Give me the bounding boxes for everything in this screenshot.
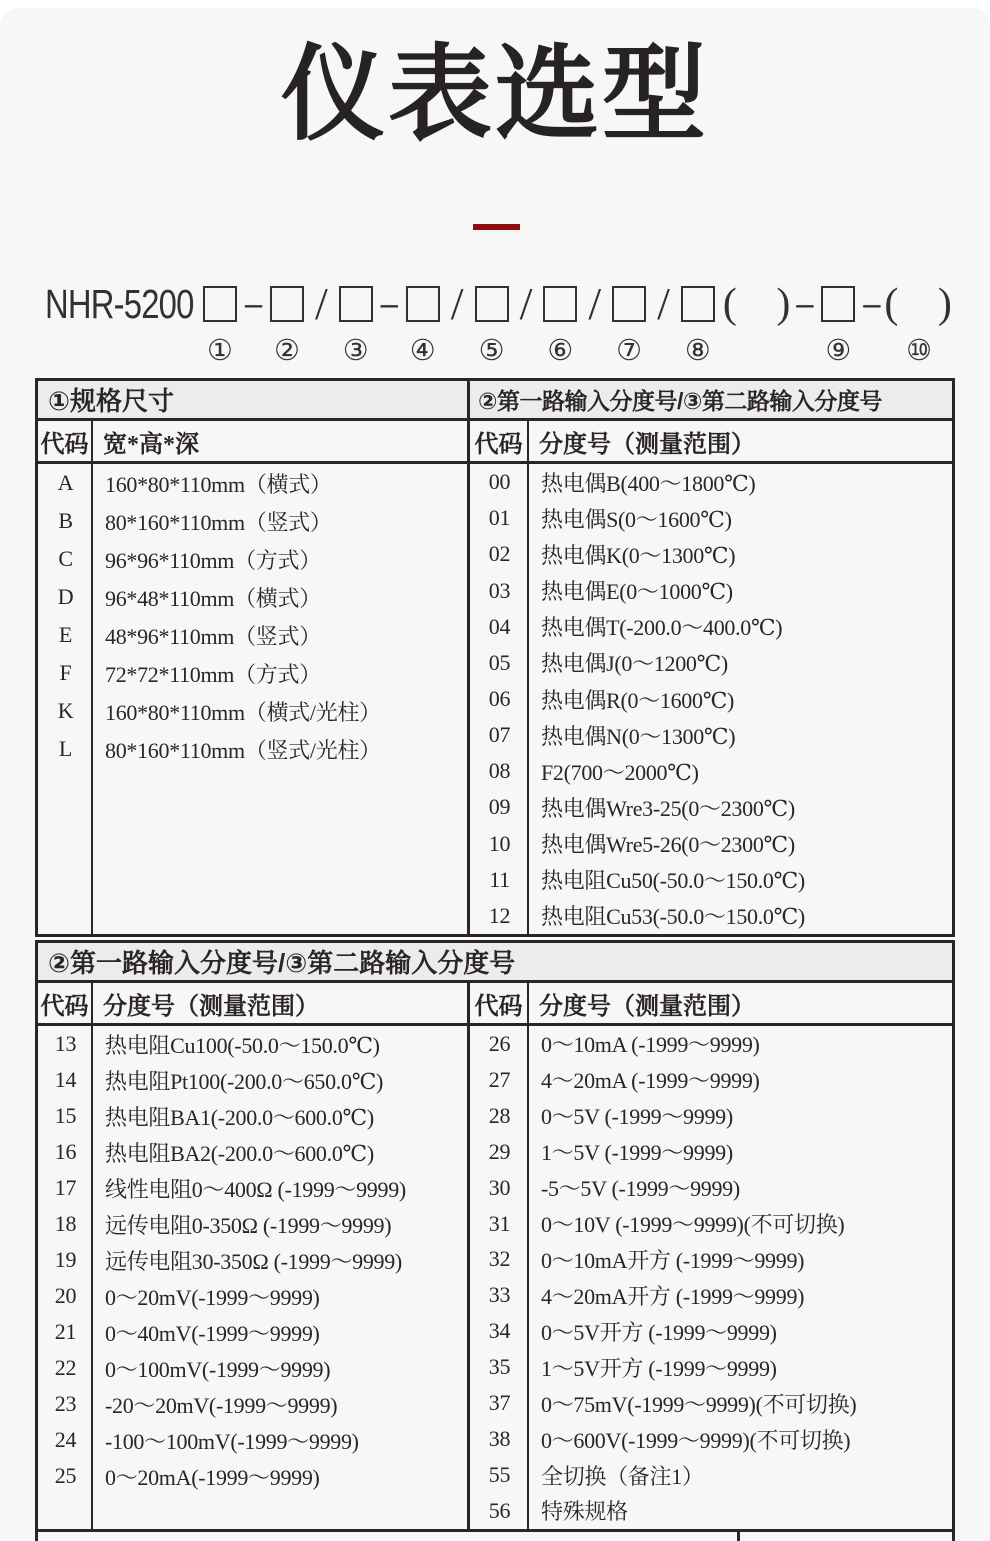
table-body xyxy=(38,983,952,1529)
model-code-box xyxy=(270,286,304,322)
model-position-number: ⑥ xyxy=(547,333,574,367)
row-value: 80*160*110mm（竖式） xyxy=(105,509,332,535)
row-code: 24 xyxy=(54,1427,77,1452)
input-range-right-half xyxy=(470,983,952,1529)
row-value: 全切换（备注1） xyxy=(541,1463,704,1489)
table-row xyxy=(470,464,952,500)
row-value: 热电偶N(0～1300℃) xyxy=(541,723,736,749)
model-code-slot xyxy=(606,282,652,365)
model-position-number: ⑩ xyxy=(906,333,933,367)
table-row xyxy=(38,1062,467,1098)
row-code: 13 xyxy=(54,1031,77,1056)
table-row xyxy=(470,1493,952,1529)
table-data-area xyxy=(38,1026,467,1529)
paren-glyph: ( ) xyxy=(884,281,954,327)
model-slot-top xyxy=(469,282,515,326)
input-range-table-00-12 xyxy=(470,381,952,934)
model-position-number: ⑦ xyxy=(616,333,643,367)
row-value: 热电阻BA1(-200.0～600.0℃) xyxy=(105,1104,374,1130)
model-separator xyxy=(379,282,400,326)
row-code: 37 xyxy=(488,1390,511,1416)
table-row xyxy=(38,730,467,768)
row-value: 4～20mA (-1999～9999) xyxy=(541,1068,760,1094)
row-code: K xyxy=(57,698,74,723)
row-code: 20 xyxy=(54,1283,77,1308)
column-header-row xyxy=(470,983,952,1026)
row-value: 1～5V (-1999～9999) xyxy=(541,1140,733,1166)
model-code-slot xyxy=(264,282,310,365)
row-value: 远传电阻30-350Ω (-1999～9999) xyxy=(105,1248,402,1274)
model-separator xyxy=(515,278,538,329)
table-row xyxy=(470,1313,952,1349)
row-value: 特殊规格 xyxy=(541,1499,628,1525)
table-row xyxy=(38,1458,467,1494)
dash-glyph: – xyxy=(245,285,262,322)
table-row xyxy=(470,1457,952,1493)
row-code: 34 xyxy=(488,1318,511,1344)
table-rows xyxy=(38,464,467,934)
row-value: 热电偶Wre5-26(0～2300℃) xyxy=(541,832,795,858)
row-value: 72*72*110mm（方式） xyxy=(105,661,321,687)
table-row xyxy=(470,1349,952,1385)
row-code: 19 xyxy=(54,1247,77,1272)
column-header-code: 代码 xyxy=(470,983,529,1023)
row-value: 热电阻Cu50(-50.0～150.0℃) xyxy=(541,868,805,894)
model-code-box xyxy=(612,286,646,322)
dash-glyph: – xyxy=(863,285,881,322)
model-position-number: ⑤ xyxy=(478,333,505,367)
row-value: 0～20mA(-1999～9999) xyxy=(105,1464,320,1490)
row-code: F xyxy=(59,660,72,685)
model-slot-top xyxy=(721,282,794,326)
model-code-slot xyxy=(675,282,721,365)
model-slot-top xyxy=(675,282,721,326)
model-slot-top xyxy=(583,278,606,329)
table-row xyxy=(470,1062,952,1098)
table-row xyxy=(38,1170,467,1206)
row-value: 热电偶B(400～1800℃) xyxy=(541,470,756,496)
table-row xyxy=(38,1206,467,1242)
model-code-box xyxy=(203,286,237,322)
model-slot-top xyxy=(882,282,955,326)
model-position-number: ③ xyxy=(342,333,369,367)
table-row xyxy=(470,862,952,898)
row-value: 热电偶Wre3-25(0～2300℃) xyxy=(541,795,795,821)
row-value: -5～5V (-1999～9999) xyxy=(541,1176,740,1202)
row-code: 11 xyxy=(489,866,510,892)
row-value: 热电偶T(-200.0～400.0℃) xyxy=(541,615,783,641)
row-value: 80*160*110mm（竖式/光柱） xyxy=(105,737,381,763)
cutoff-table-border-stub xyxy=(952,1532,955,1541)
table-row xyxy=(470,1134,952,1170)
input-range-table-13-56 xyxy=(35,940,955,1532)
row-code: 25 xyxy=(54,1463,77,1488)
row-value: 96*96*110mm（方式） xyxy=(105,547,321,573)
model-slot-top xyxy=(652,278,675,329)
table-rows xyxy=(38,1026,467,1529)
row-code: 00 xyxy=(488,469,511,495)
row-code: 09 xyxy=(488,794,511,820)
table-row xyxy=(470,1026,952,1062)
row-code: 29 xyxy=(488,1138,511,1164)
model-slot-top xyxy=(794,282,815,326)
column-header-row xyxy=(38,421,467,464)
spec-size-table xyxy=(38,381,470,934)
table-row xyxy=(470,536,952,572)
dash-glyph: – xyxy=(380,285,398,322)
model-code-box xyxy=(475,286,509,322)
table-row xyxy=(470,609,952,645)
row-code: 35 xyxy=(488,1354,511,1380)
row-code: A xyxy=(57,470,74,495)
row-code: 08 xyxy=(488,758,511,784)
model-position-number: ① xyxy=(207,333,233,367)
model-code-slot xyxy=(537,282,583,365)
model-code-box xyxy=(681,286,715,322)
model-code-slot xyxy=(815,282,861,365)
model-slot-top xyxy=(815,282,861,326)
row-code: 56 xyxy=(488,1497,511,1523)
model-slot-top xyxy=(400,282,446,326)
table-row xyxy=(470,789,952,825)
column-header-range: 分度号（测量范围） xyxy=(539,431,755,458)
row-code: 17 xyxy=(54,1175,77,1200)
row-value: 0～5V开方 (-1999～9999) xyxy=(541,1319,777,1345)
model-slot-top xyxy=(379,282,400,326)
row-code: 12 xyxy=(488,902,511,928)
table-row xyxy=(470,1170,952,1206)
row-code: 01 xyxy=(488,505,511,531)
model-separator xyxy=(243,282,264,326)
row-code: 33 xyxy=(488,1282,511,1308)
row-code: L xyxy=(58,736,73,761)
table-rows xyxy=(470,464,952,934)
row-code: E xyxy=(58,622,73,647)
table-data-area xyxy=(470,1026,952,1529)
slash-glyph: / xyxy=(588,278,602,329)
table-row xyxy=(38,1134,467,1170)
row-value: 热电阻Cu100(-50.0～150.0℃) xyxy=(105,1032,380,1058)
row-value: 线性电阻0～400Ω (-1999～9999) xyxy=(105,1176,406,1202)
row-value: 4～20mA开方 (-1999～9999) xyxy=(541,1283,805,1309)
row-code: 32 xyxy=(488,1246,511,1272)
row-code: D xyxy=(57,584,74,609)
row-value: 0～10V (-1999～9999)(不可切换) xyxy=(541,1212,845,1238)
model-separator xyxy=(861,282,882,326)
model-slots xyxy=(197,278,956,367)
model-separator xyxy=(882,282,955,365)
column-header-row xyxy=(38,983,467,1026)
slash-glyph: / xyxy=(519,278,533,329)
row-code: 30 xyxy=(488,1174,511,1200)
row-code: 26 xyxy=(488,1030,511,1056)
model-position-number: ② xyxy=(274,333,300,367)
table-row xyxy=(38,1386,467,1422)
row-code: 07 xyxy=(488,722,511,748)
table-row xyxy=(38,1350,467,1386)
model-separator xyxy=(794,282,815,326)
table-row xyxy=(38,502,467,540)
model-slot-top xyxy=(446,278,469,329)
model-number-line xyxy=(45,278,956,367)
row-value: 热电阻BA2(-200.0～600.0℃) xyxy=(105,1140,374,1166)
table-row xyxy=(470,826,952,862)
table-row xyxy=(470,1277,952,1313)
table-row xyxy=(470,717,952,753)
row-code: 05 xyxy=(488,649,511,675)
table-row xyxy=(470,572,952,608)
slash-glyph: / xyxy=(657,278,670,329)
spec-and-input-table xyxy=(35,378,955,937)
table-row xyxy=(38,1314,467,1350)
model-code-box xyxy=(821,286,855,322)
row-code: 18 xyxy=(54,1211,77,1236)
row-value: 远传电阻0-350Ω (-1999～9999) xyxy=(105,1212,392,1238)
row-code: 28 xyxy=(488,1102,511,1128)
model-separator xyxy=(721,282,794,326)
model-separator xyxy=(310,278,333,329)
row-code: 03 xyxy=(488,577,511,603)
row-value: -100～100mV(-1999～9999) xyxy=(105,1428,359,1454)
table-data-area xyxy=(38,464,467,934)
model-separator xyxy=(446,278,469,329)
column-header-code: 代码 xyxy=(38,421,93,461)
row-code: C xyxy=(58,546,73,571)
section-header-input-range: ②第一路输入分度号/③第二路输入分度号 xyxy=(38,943,952,983)
model-code-slot xyxy=(197,282,243,365)
model-prefix: NHR-5200 xyxy=(45,281,194,327)
row-code: 02 xyxy=(488,541,511,567)
row-value: 0～20mV(-1999～9999) xyxy=(105,1284,320,1310)
row-code: 22 xyxy=(54,1355,77,1380)
column-header-code: 代码 xyxy=(38,983,93,1023)
row-value: 热电偶E(0～1000℃) xyxy=(541,579,733,605)
row-value: 0～100mV(-1999～9999) xyxy=(105,1356,331,1382)
table-row xyxy=(38,540,467,578)
table-row xyxy=(38,578,467,616)
table-row xyxy=(38,464,467,502)
row-code: 23 xyxy=(54,1391,77,1416)
row-code: 38 xyxy=(488,1426,511,1452)
model-slot-top xyxy=(264,282,310,326)
row-value: 160*80*110mm（横式/光柱） xyxy=(105,699,381,725)
table-row xyxy=(470,681,952,717)
model-slot-top xyxy=(606,282,652,326)
column-header-code: 代码 xyxy=(470,421,529,461)
table-row xyxy=(38,1242,467,1278)
table-rows xyxy=(470,1026,952,1529)
model-code-slot xyxy=(333,282,379,365)
table-row xyxy=(470,898,952,934)
row-value: 96*48*110mm（横式） xyxy=(105,585,321,611)
column-header-row xyxy=(470,421,952,464)
table-row xyxy=(470,1098,952,1134)
row-value: 热电阻Pt100(-200.0～650.0℃) xyxy=(105,1068,384,1094)
row-code: 14 xyxy=(54,1067,77,1092)
row-value: 160*80*110mm（横式） xyxy=(105,471,332,497)
row-value: 热电偶R(0～1600℃) xyxy=(541,687,735,713)
row-code: 10 xyxy=(488,830,511,856)
model-code-box xyxy=(406,286,440,322)
row-code: 55 xyxy=(488,1462,511,1488)
dash-glyph: – xyxy=(796,285,814,322)
table-row xyxy=(38,1098,467,1134)
table-row xyxy=(470,500,952,536)
row-code: 27 xyxy=(488,1066,511,1092)
input-range-left-half xyxy=(38,983,470,1529)
row-value: 0～10mA开方 (-1999～9999) xyxy=(541,1247,805,1273)
model-code-slot xyxy=(400,282,446,365)
row-code: B xyxy=(58,508,73,533)
table-row xyxy=(470,645,952,681)
section-header-input-range: ②第一路输入分度号/③第二路输入分度号 xyxy=(470,381,952,421)
row-code: 06 xyxy=(488,686,511,712)
model-code-box xyxy=(543,286,577,322)
cutoff-table-border-stub xyxy=(737,1532,740,1541)
row-value: 0～10mA (-1999～9999) xyxy=(541,1032,760,1058)
page-title: 仪表选型 xyxy=(280,37,709,153)
row-code: 04 xyxy=(488,613,511,639)
row-code: 21 xyxy=(54,1319,77,1344)
model-slot-top xyxy=(310,278,333,329)
model-slot-top xyxy=(197,282,243,326)
row-value: 0～75mV(-1999～9999)(不可切换) xyxy=(541,1391,857,1417)
section-header-spec-size: ①规格尺寸 xyxy=(38,381,467,421)
cutoff-table-border-stub xyxy=(35,1532,38,1541)
table-row xyxy=(38,1422,467,1458)
model-position-number: ④ xyxy=(409,333,436,367)
row-value: 热电偶K(0～1300℃) xyxy=(541,542,736,568)
table-row xyxy=(38,1026,467,1062)
column-header-size: 宽*高*深 xyxy=(103,431,199,458)
table-row xyxy=(470,753,952,789)
row-value: 48*96*110mm（竖式） xyxy=(105,623,321,649)
slash-glyph: / xyxy=(450,278,464,329)
model-position-number: ⑧ xyxy=(684,333,711,367)
paren-glyph: ( ) xyxy=(722,281,793,327)
row-code: 16 xyxy=(54,1139,77,1164)
table-row xyxy=(38,616,467,654)
row-value: 热电偶J(0～1200℃) xyxy=(541,651,728,677)
table-row xyxy=(470,1206,952,1242)
row-code: 15 xyxy=(54,1103,77,1128)
model-slot-top xyxy=(537,282,583,326)
row-value: 0～40mV(-1999～9999) xyxy=(105,1320,320,1346)
model-code-slot xyxy=(469,282,515,365)
row-value: 0～600V(-1999～9999)(不可切换) xyxy=(541,1427,851,1453)
model-slot-top xyxy=(861,282,882,326)
model-separator xyxy=(583,278,606,329)
slash-glyph: / xyxy=(315,278,328,329)
model-slot-top xyxy=(515,278,538,329)
table-row xyxy=(470,1242,952,1278)
model-separator xyxy=(652,278,675,329)
row-value: 0～5V (-1999～9999) xyxy=(541,1104,733,1130)
table-row xyxy=(470,1421,952,1457)
row-value: -20～20mV(-1999～9999) xyxy=(105,1392,338,1418)
model-position-number: ⑨ xyxy=(825,333,852,367)
row-value: 1～5V开方 (-1999～9999) xyxy=(541,1355,777,1381)
model-slot-top xyxy=(333,282,379,326)
table-row xyxy=(38,1278,467,1314)
title-underline-bar xyxy=(473,224,520,230)
column-header-range: 分度号（测量范围） xyxy=(103,993,319,1020)
table-data-area xyxy=(470,464,952,934)
row-value: F2(700～2000℃) xyxy=(541,759,699,785)
row-value: 热电偶S(0～1600℃) xyxy=(541,506,732,532)
column-header-range: 分度号（测量范围） xyxy=(539,993,755,1020)
table-row xyxy=(38,692,467,730)
model-code-box xyxy=(339,286,373,322)
row-code: 31 xyxy=(488,1210,511,1236)
row-value: 热电阻Cu53(-50.0～150.0℃) xyxy=(541,904,805,930)
table-row xyxy=(38,654,467,692)
table-row xyxy=(470,1385,952,1421)
model-slot-top xyxy=(243,282,264,326)
